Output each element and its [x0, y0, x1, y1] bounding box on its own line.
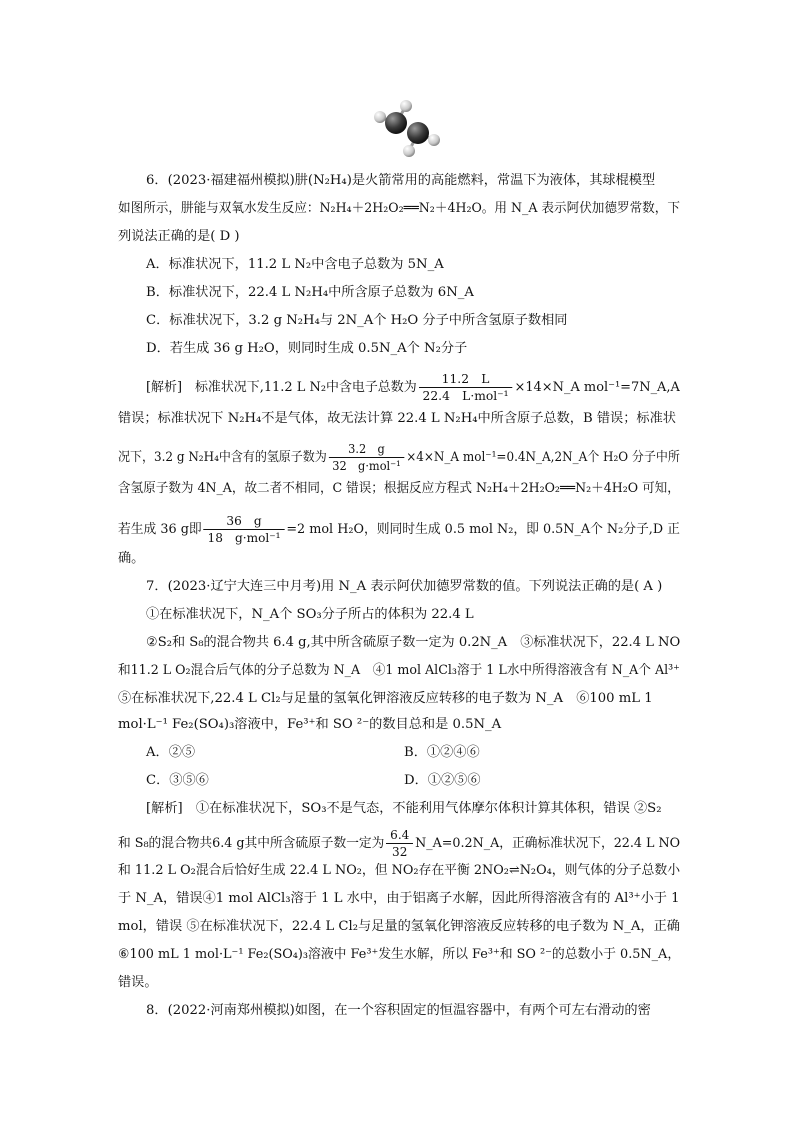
q7-analysis-line4: 于 N_A，错误④1 mol AlCl₃溶于 1 L 水中，由于铝离子水解，因此所得溶液含有的 Al³⁺小于 1 — [118, 891, 680, 906]
q6-analysis-line5: 若生成 36 g即 $\frac{36 g}{\text{18 g·mol⁻¹}}$ =2 mol H₂O，则同时生成 0.5 mol N₂，即 0.5N_A个 N₂分子,D 正 — [118, 513, 680, 545]
q6-stem-line: 如图所示，肼能与双氧水发生反应：N₂H₄＋2H₂O₂══N₂＋4H₂O。用 N_A 表示阿伏加德罗常数，下 — [118, 201, 680, 216]
fraction: $\frac{11.2 L}{\text{22.4 L·mol⁻¹}}$ — [419, 372, 513, 403]
q6-analysis-line2: 错误；标准状况下 N₂H₄不是气体，故无法计算 22.4 L N₂H₄中所含原子总数，B 错误；标准状 — [118, 411, 676, 426]
q6-stem-line: 6．(2023·福建福州模拟)肼(N₂H₄)是火箭常用的高能燃料，常温下为液体，其球棍模型 — [146, 173, 656, 188]
q6-option-c: C．标准状况下，3.2 g N₂H₄与 2N_A个 H₂O 分子中所含氢原子数相同 — [146, 313, 568, 328]
hydrogen-atom — [428, 134, 440, 146]
hydrogen-atom — [400, 100, 412, 112]
q7-analysis-line1: [解析] ①在标准状况下，SO₃不是气态，不能利用气体摩尔体积计算其体积，错误 ②S₂ — [146, 801, 662, 816]
q6-analysis-line6: 确。 — [118, 551, 145, 566]
fraction: $\frac{6.4}{32}$ — [386, 828, 413, 859]
fraction: $\frac{36 g}{\text{18 g·mol⁻¹}}$ — [204, 514, 285, 545]
nitrogen-atom — [407, 122, 429, 144]
hydrogen-atom — [374, 111, 386, 123]
q7-item: mol·L⁻¹ Fe₂(SO₄)₃溶液中，Fe³⁺和 SO ²⁻的数目总和是 0.5N_A — [118, 717, 502, 732]
q7-item: 和11.2 L O₂混合后气体的分子总数为 N_A ④1 mol AlCl₃溶于 1 L水中所得溶液含有 N_A个 Al³⁺ — [118, 663, 680, 678]
q8-stem: 8．(2022·河南郑州模拟)如图，在一个容积固定的恒温容器中，有两个可左右滑动的密 — [146, 1003, 651, 1018]
nitrogen-atom — [385, 112, 407, 134]
q7-stem: 7．(2023·辽宁大连三中月考)用 N_A 表示阿伏加德罗常数的值。下列说法正确的是( A ) — [146, 579, 663, 594]
q7-analysis-line5: mol，错误 ⑤在标准状况下，22.4 L Cl₂与足量的氢氧化钾溶液反应转移的电子数为 N_A，正确 — [118, 919, 680, 934]
q7-option-d: D．①②⑤⑥ — [404, 773, 481, 788]
q7-option-c: C．③⑤⑥ — [146, 773, 209, 788]
q7-option-b: B．①②④⑥ — [404, 745, 480, 760]
q7-analysis-line7: 错误。 — [118, 975, 158, 990]
q6-analysis-line4: 含氢原子数为 4N_A，故二者不相同，C 错误；根据反应方程式 N₂H₄＋2H₂O₂══N₂＋4H₂O 可知， — [118, 481, 680, 496]
q7-analysis-line6: ⑥100 mL 1 mol·L⁻¹ Fe₂(SO₄)₃溶液中 Fe³⁺发生水解，所以 Fe³⁺和 SO ²⁻的总数小于 0.5N_A， — [118, 947, 681, 962]
q6-analysis-line1: [解析] 标准状况下,11.2 L N₂中含电子总数为 $\frac{11.2 L}{\text{22.4 L·mol⁻¹}}$ ×14×N_A mol⁻¹=7N_A,A — [146, 371, 680, 403]
hydrogen-atom — [403, 145, 415, 157]
q6-option-a: A．标准状况下，11.2 L N₂中含电子总数为 5N_A — [146, 257, 444, 272]
q7-item: ②S₂和 S₈的混合物共 6.4 g,其中所含硫原子数一定为 0.2N_A ③标准状况下，22.4 L NO — [146, 635, 681, 650]
q7-analysis-line3: 和 11.2 L O₂混合后恰好生成 22.4 L NO₂，但 NO₂存在平衡 2NO₂⇌N₂O₄，则气体的分子总数小 — [118, 863, 681, 878]
q7-item: ①在标准状况下，N_A个 SO₃分子所占的体积为 22.4 L — [146, 607, 474, 622]
q6-stem-line: 列说法正确的是( D ) — [118, 229, 240, 244]
q6-analysis-line3: 况下，3.2 g N₂H₄中含有的氢原子数为 $\frac{3.2 g}{\text{32 g·mol⁻¹}}$ ×4×N_A mol⁻¹=0.4N_A,2N_A个 H₂O 分子中所 — [118, 441, 680, 473]
q7-option-a: A．②⑤ — [146, 745, 196, 760]
hydrazine-ball-stick-model — [368, 96, 448, 162]
q7-item: ⑤在标准状况下,22.4 L Cl₂与足量的氢氧化钾溶液反应转移的电子数为 N_A ⑥100 mL 1 — [118, 691, 653, 706]
q6-option-b: B．标准状况下，22.4 L N₂H₄中所含原子总数为 6N_A — [146, 285, 474, 300]
fraction: $\frac{3.2 g}{\text{32 g·mol⁻¹}}$ — [329, 442, 405, 473]
q6-option-d: D．若生成 36 g H₂O，则同时生成 0.5N_A个 N₂分子 — [146, 341, 468, 356]
q7-analysis-line2: 和 S₈的混合物共6.4 g其中所含硫原子数一定为 $\frac{6.4}{32}$ N_A=0.2N_A，正确标准状况下，22.4 L NO — [118, 827, 681, 859]
